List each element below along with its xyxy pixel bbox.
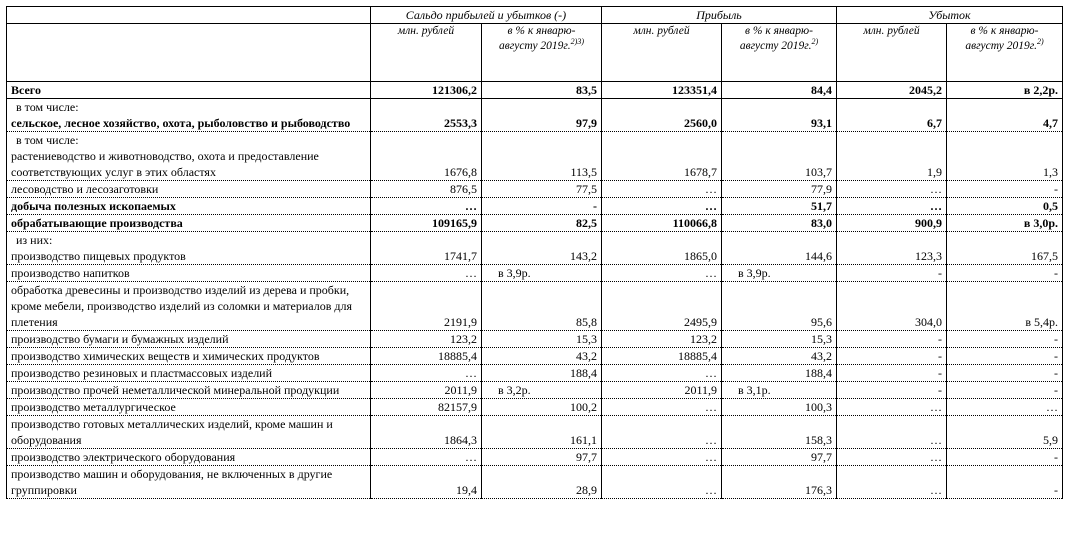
row-value-col-1: 1864,3 — [371, 416, 482, 449]
row-value-col-2: 85,8 — [482, 282, 602, 331]
row-value-col-2: 15,3 — [482, 331, 602, 348]
row-value-col-1: 109165,9 — [371, 215, 482, 232]
row-value-col-4: 77,9 — [722, 181, 837, 198]
row-label: производство электрического оборудования — [7, 449, 371, 466]
row-value-col-6: - — [947, 331, 1063, 348]
row-value-col-3: … — [602, 198, 722, 215]
row-value-col-5: 1,9 — [837, 132, 947, 181]
row-label: обрабатывающие производства — [7, 215, 371, 232]
row-value-col-6: - — [947, 265, 1063, 282]
row-value-col-6: 5,9 — [947, 416, 1063, 449]
row-value-col-5: 900,9 — [837, 215, 947, 232]
row-value-col-1: 2553,3 — [371, 99, 482, 132]
row-value-col-1: 1741,7 — [371, 232, 482, 265]
table-row — [7, 82, 1063, 99]
row-value-col-3: … — [602, 416, 722, 449]
row-value-col-1: … — [371, 265, 482, 282]
header-row-units — [7, 24, 1063, 82]
row-value-col-1: 1676,8 — [371, 132, 482, 181]
row-value-col-5: … — [837, 416, 947, 449]
row-label: добыча полезных ископаемых — [7, 198, 371, 215]
row-value-col-6: в 5,4р. — [947, 282, 1063, 331]
row-value-col-5: … — [837, 466, 947, 499]
row-value-col-4: 103,7 — [722, 132, 837, 181]
table-row — [7, 265, 1063, 282]
row-value-col-1: 121306,2 — [371, 82, 482, 99]
header-group-loss: Убыток — [837, 7, 1063, 24]
row-value-col-4: в 3,1р. — [722, 382, 837, 399]
row-value-col-6: … — [947, 399, 1063, 416]
table-row — [7, 232, 1063, 265]
row-value-col-3: … — [602, 449, 722, 466]
row-label: производство химических веществ и химических продуктов — [7, 348, 371, 365]
row-value-col-4: 188,4 — [722, 365, 837, 382]
table-row — [7, 449, 1063, 466]
table-row — [7, 331, 1063, 348]
row-value-col-1: … — [371, 365, 482, 382]
row-value-col-4: 97,7 — [722, 449, 837, 466]
row-value-col-2: 28,9 — [482, 466, 602, 499]
table-row — [7, 466, 1063, 499]
table-row — [7, 365, 1063, 382]
row-label: производство резиновых и пластмассовых изделий — [7, 365, 371, 382]
table-row — [7, 198, 1063, 215]
header-empty-cell — [7, 7, 371, 24]
row-value-col-6: 1,3 — [947, 132, 1063, 181]
row-value-col-3: 2560,0 — [602, 99, 722, 132]
row-value-col-3: 1678,7 — [602, 132, 722, 181]
row-value-col-5: - — [837, 265, 947, 282]
row-value-col-2: 188,4 — [482, 365, 602, 382]
row-value-col-4: 176,3 — [722, 466, 837, 499]
row-value-col-5: 304,0 — [837, 282, 947, 331]
row-value-col-5: 6,7 — [837, 99, 947, 132]
row-value-col-4: в 3,9р. — [722, 265, 837, 282]
row-value-col-3: … — [602, 399, 722, 416]
row-value-col-2: 161,1 — [482, 416, 602, 449]
row-value-col-1: 82157,9 — [371, 399, 482, 416]
row-value-col-6: - — [947, 382, 1063, 399]
row-value-col-4: 84,4 — [722, 82, 837, 99]
row-value-col-6: в 2,2р. — [947, 82, 1063, 99]
row-value-col-3: 123,2 — [602, 331, 722, 348]
row-value-col-2: - — [482, 198, 602, 215]
row-label: производство готовых металлических изделий, кроме машин и оборудования — [7, 416, 371, 449]
table-row — [7, 399, 1063, 416]
row-value-col-2: 97,7 — [482, 449, 602, 466]
row-value-col-1: … — [371, 449, 482, 466]
row-label: лесоводство и лесозаготовки — [7, 181, 371, 198]
row-value-col-3: 2011,9 — [602, 382, 722, 399]
row-value-col-6: в 3,0р. — [947, 215, 1063, 232]
row-value-col-4: 100,3 — [722, 399, 837, 416]
row-value-col-3: … — [602, 365, 722, 382]
row-value-col-2: 83,5 — [482, 82, 602, 99]
row-value-col-6: - — [947, 365, 1063, 382]
row-value-col-5: … — [837, 181, 947, 198]
header-mln-loss: млн. рублей — [837, 24, 947, 82]
row-value-col-2: в 3,9р. — [482, 265, 602, 282]
row-value-col-2: 113,5 — [482, 132, 602, 181]
row-value-col-2: 100,2 — [482, 399, 602, 416]
row-value-col-5: … — [837, 198, 947, 215]
row-value-col-4: 95,6 — [722, 282, 837, 331]
row-value-col-1: … — [371, 198, 482, 215]
table-row — [7, 99, 1063, 132]
row-value-col-1: 19,4 — [371, 466, 482, 499]
row-value-col-4: 43,2 — [722, 348, 837, 365]
row-label: производство машин и оборудования, не включенных в другие группировки — [7, 466, 371, 499]
row-value-col-2: 143,2 — [482, 232, 602, 265]
row-value-col-4: 144,6 — [722, 232, 837, 265]
row-value-col-5: 2045,2 — [837, 82, 947, 99]
row-value-col-2: 77,5 — [482, 181, 602, 198]
row-value-col-2: в 3,2р. — [482, 382, 602, 399]
row-label: обработка древесины и производство изделий из дерева и пробки, кроме мебели, производство изделий из соломки и материалов для плетения — [7, 282, 371, 331]
row-value-col-3: 110066,8 — [602, 215, 722, 232]
row-label: производство прочей неметаллической минеральной продукции — [7, 382, 371, 399]
row-value-col-3: 123351,4 — [602, 82, 722, 99]
row-value-col-6: - — [947, 181, 1063, 198]
row-value-col-5: - — [837, 331, 947, 348]
row-value-col-5: - — [837, 365, 947, 382]
row-value-col-5: - — [837, 348, 947, 365]
row-value-col-4: 93,1 — [722, 99, 837, 132]
row-value-col-2: 82,5 — [482, 215, 602, 232]
row-value-col-1: 876,5 — [371, 181, 482, 198]
row-value-col-3: … — [602, 181, 722, 198]
row-value-col-5: 123,3 — [837, 232, 947, 265]
row-value-col-6: 0,5 — [947, 198, 1063, 215]
row-value-col-4: 51,7 — [722, 198, 837, 215]
table-row — [7, 382, 1063, 399]
row-value-col-4: 158,3 — [722, 416, 837, 449]
row-value-col-3: … — [602, 265, 722, 282]
row-value-col-5: … — [837, 399, 947, 416]
table-row — [7, 282, 1063, 331]
row-value-col-5: … — [837, 449, 947, 466]
table-row — [7, 181, 1063, 198]
row-label: производство напитков — [7, 265, 371, 282]
row-value-col-6: 4,7 — [947, 99, 1063, 132]
row-label: из них: производство пищевых продуктов — [7, 232, 371, 265]
row-value-col-3: 2495,9 — [602, 282, 722, 331]
table-row — [7, 348, 1063, 365]
row-label: производство металлургическое — [7, 399, 371, 416]
row-value-col-2: 43,2 — [482, 348, 602, 365]
row-label: в том числе: сельское, лесное хозяйство, охота, рыболовство и рыбоводство — [7, 99, 371, 132]
row-value-col-3: 1865,0 — [602, 232, 722, 265]
row-value-col-6: - — [947, 348, 1063, 365]
row-label: в том числе: растениеводство и животноводство, охота и предоставление соответствующих услуг в этих областях — [7, 132, 371, 181]
row-value-col-4: 15,3 — [722, 331, 837, 348]
row-value-col-4: 83,0 — [722, 215, 837, 232]
header-group-profit: Прибыль — [602, 7, 837, 24]
row-value-col-1: 2191,9 — [371, 282, 482, 331]
row-label: Всего — [7, 82, 371, 99]
header-mln-saldo: млн. рублей — [371, 24, 482, 82]
header-group-saldo: Сальдо прибылей и убытков (-) — [371, 7, 602, 24]
profit-loss-table — [6, 6, 1063, 499]
header-pct-loss: в % к январю-августу 2019г.$^{2)}$ — [947, 24, 1063, 82]
row-value-col-6: 167,5 — [947, 232, 1063, 265]
row-value-col-3: … — [602, 466, 722, 499]
statistics-table-page — [6, 6, 1063, 499]
row-label: производство бумаги и бумажных изделий — [7, 331, 371, 348]
row-value-col-1: 2011,9 — [371, 382, 482, 399]
row-value-col-6: - — [947, 449, 1063, 466]
header-empty-cell-2 — [7, 24, 371, 82]
row-value-col-6: - — [947, 466, 1063, 499]
row-value-col-3: 18885,4 — [602, 348, 722, 365]
header-pct-saldo: в % к январю-августу 2019г.$^{2)3)}$ — [482, 24, 602, 82]
row-value-col-1: 123,2 — [371, 331, 482, 348]
table-row — [7, 416, 1063, 449]
row-value-col-2: 97,9 — [482, 99, 602, 132]
header-pct-profit: в % к январю-августу 2019г.$^{2)}$ — [722, 24, 837, 82]
row-value-col-5: - — [837, 382, 947, 399]
table-row — [7, 132, 1063, 181]
header-mln-profit: млн. рублей — [602, 24, 722, 82]
header-row-groups — [7, 7, 1063, 24]
row-value-col-1: 18885,4 — [371, 348, 482, 365]
table-row — [7, 215, 1063, 232]
